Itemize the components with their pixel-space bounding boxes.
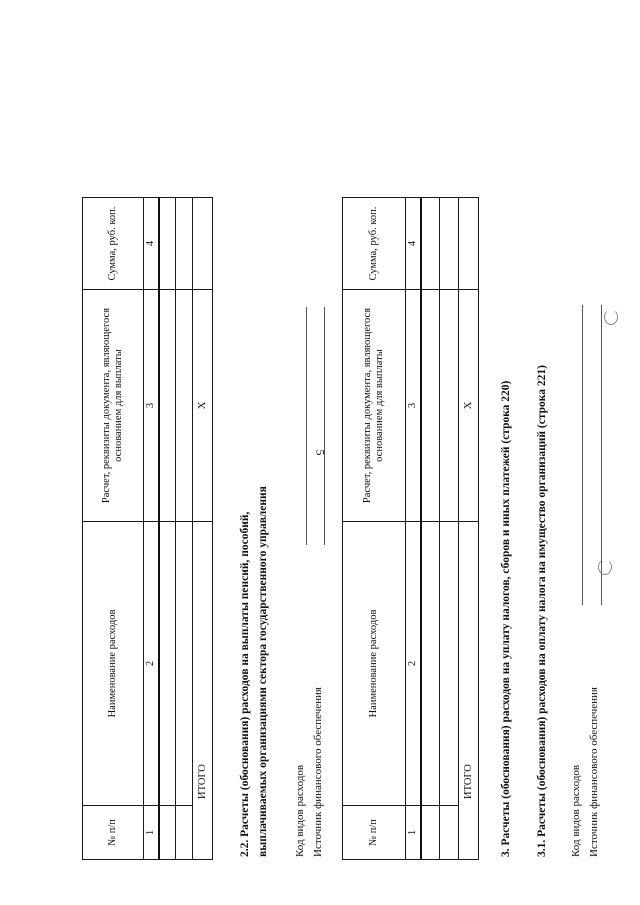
empty-cell — [440, 522, 459, 806]
column-number-cell: 4 — [144, 198, 159, 290]
header-number: № п/п — [343, 806, 406, 860]
empty-cell — [176, 290, 193, 522]
total-mark: X — [193, 290, 213, 522]
empty-cell — [176, 806, 193, 860]
empty-cell — [421, 198, 440, 290]
empty-cell — [440, 806, 459, 860]
header-calculation: Расчет, реквизиты документа, являющегося основанием для выплаты — [83, 290, 144, 522]
empty-cell — [159, 806, 176, 860]
empty-cell — [176, 198, 193, 290]
section-3-1-heading: 3.1. Расчеты (обоснования) расходов на оплату налога на имущество организаций (строка 221) — [536, 365, 548, 857]
total-label: ИТОГО — [193, 522, 213, 860]
empty-cell — [159, 290, 176, 522]
total-mark: X — [459, 290, 479, 522]
empty-cell — [421, 290, 440, 522]
column-number-cell: 1 — [144, 806, 159, 860]
column-number-cell: 2 — [406, 522, 421, 806]
section-3-heading: 3. Расчеты (обоснования) расходов на уплату налогов, сборов и иных платежей (строка 220) — [500, 380, 512, 857]
header-calculation: Расчет, реквизиты документа, являющегося основанием для выплаты — [343, 290, 406, 522]
header-expense-name: Наименование расходов — [343, 522, 406, 806]
table-2 — [342, 197, 479, 860]
page-number: 5 — [313, 449, 328, 455]
empty-cell — [440, 198, 459, 290]
column-number-cell: 3 — [144, 290, 159, 522]
header-sum: Сумма, руб. коп. — [83, 198, 144, 290]
empty-cell — [159, 522, 176, 806]
total-sum — [459, 198, 479, 290]
scan-mark — [604, 309, 618, 325]
code-field — [582, 305, 583, 605]
empty-cell — [421, 806, 440, 860]
source-field — [324, 307, 325, 545]
header-number: № п/п — [83, 806, 144, 860]
column-number-cell: 1 — [406, 806, 421, 860]
source-label: Источник финансового обеспечения — [588, 687, 600, 857]
empty-cell — [159, 198, 176, 290]
code-field — [306, 307, 307, 545]
scan-mark — [598, 559, 612, 575]
column-number-cell: 4 — [406, 198, 421, 290]
empty-cell — [440, 290, 459, 522]
header-sum: Сумма, руб. коп. — [343, 198, 406, 290]
empty-cell — [421, 522, 440, 806]
column-number-cell: 3 — [406, 290, 421, 522]
table-1 — [82, 197, 213, 860]
code-label: Код видов расходов — [570, 764, 582, 857]
total-sum — [193, 198, 213, 290]
source-label: Источник финансового обеспечения — [312, 687, 324, 857]
section-2-2-heading: 2.2. Расчеты (обоснования) расходов на выплаты пенсий, пособий, выплачиваемых организациями сектора государственного управления — [239, 486, 269, 857]
column-number-cell: 2 — [144, 522, 159, 806]
empty-cell — [176, 522, 193, 806]
header-expense-name: Наименование расходов — [83, 522, 144, 806]
total-label: ИТОГО — [459, 522, 479, 860]
code-label: Код видов расходов — [294, 764, 306, 857]
